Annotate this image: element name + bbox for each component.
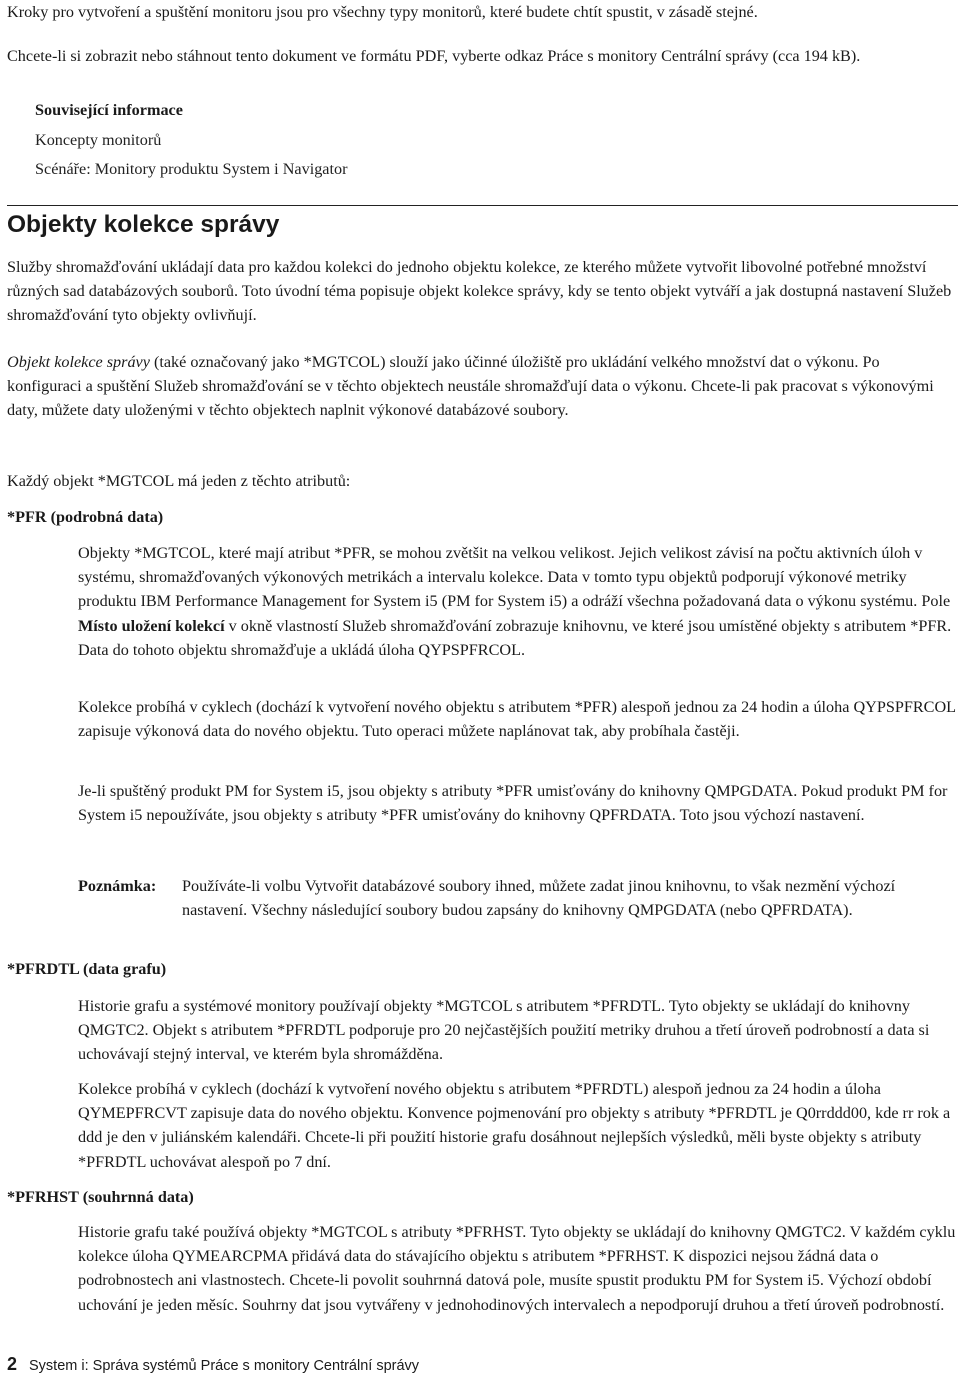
related-link-monitor-concepts[interactable]: Koncepty monitorů bbox=[35, 131, 162, 149]
section-paragraph-2 bbox=[7, 350, 955, 423]
attributes-intro: Každý objekt *MGTCOL má jeden z těchto atributů: bbox=[7, 472, 351, 490]
page-number: 2 bbox=[7, 1354, 18, 1374]
section-title: Objekty kolekce správy bbox=[7, 211, 280, 238]
section-paragraph-1: Služby shromažďování ukládají data pro každou kolekci do jednoho objektu kolekce, ze kterého můžete vytvořit libovolné potřebné množství různých sad databázových souborů. Toto úvodní téma popisuje objekt kolekce správy, kdy se tento objekt vytváří a jak dostupná nastavení Služeb shromažďování tyto objekty ovlivňují. bbox=[7, 258, 952, 325]
pfrdtl-description-1: Historie grafu a systémové monitory používají objekty *MGTCOL s atributem *PFRDTL. Tyto objekty se ukládají do knihovny QMGTC2. Objekt s atributem *PFRDTL podporuje pro 20 nejčastějších použití metriky druhou a třetí úroveň podrobností a data si uchovávají stejný interval, ve kterém byla shromážděna. bbox=[78, 997, 930, 1064]
term-pfrdtl: *PFRDTL (data grafu) bbox=[7, 960, 167, 978]
pfr-description-3: Je-li spuštěný produkt PM for System i5, jsou objekty s atributy *PFR umisťovány do knihovny QMPGDATA. Pokud produkt PM for System i5 nepoužíváte, jsou objekty s atributy *PFR umisťovány do knihovny QPFRDATA. Toto jsou výchozí nastavení. bbox=[78, 782, 948, 825]
pfrdtl-description-2: Kolekce probíhá v cyklech (dochází k vytvoření nového objektu s atributem *PFRDTL) alespoň jednou za 24 hodin a úloha QYMEPFRCVT zapisuje data do nového objektu. Konvence pojmenování pro objekty s atributy *PFRDTL je Q0rrddd00, kde rr rok a ddd je den v juliánském kalendáři. Chcete-li při použití historie grafu dosáhnout nejlepších výsledků, měli byste objekty s atributy *PFRDTL uchovávat alespoň po 7 dní. bbox=[78, 1080, 951, 1171]
term-pfr: *PFR (podrobná data) bbox=[7, 508, 164, 526]
note-text: Používáte-li volbu Vytvořit databázové soubory ihned, můžete zadat jinou knihovnu, to však nezmění výchozí nastavení. Všechny následující soubory budou zapsány do knihovny QMPGDATA (nebo QPFRDATA). bbox=[182, 877, 896, 920]
page-footer bbox=[7, 1354, 419, 1376]
intro-paragraph-2: Chcete-li si zobrazit nebo stáhnout tento dokument ve formátu PDF, vyberte odkaz Práce s monitory Centrální správy (cca 194 kB). bbox=[7, 47, 861, 65]
collection-location-field-name: Místo uložení kolekcí bbox=[78, 616, 225, 635]
section-paragraph-2-text: (také označovaný jako *MGTCOL) slouží jako účinné úložiště pro ukládání velkého množství dat o výkonu. Po konfiguraci a spuštění Služeb shromažďování se v těchto objektech neustále shromažďují data o výkonu. Chcete-li pak pracovat s výkonovými daty, můžete daty uloženými v těchto objektech naplnit výkonové databázové soubory. bbox=[7, 353, 934, 420]
term-emphasis: Objekt kolekce správy bbox=[7, 353, 150, 371]
pfr-desc-part-a: Objekty *MGTCOL, které mají atribut *PFR, se mohou zvětšit na velkou velikost. Jejich velikost závisí na počtu aktivních úloh v systému, shromažďovaných výkonových metrikách a intervalu kolekce. Data v tomto typu objektů podporují výkonové metriky produktu IBM Performance Management for System i5 (PM for System i5) a odráží všechna požadovaná data o výkonu systému. Pole bbox=[78, 544, 951, 611]
pfr-description-1 bbox=[78, 541, 956, 662]
pfrhst-description-1: Historie grafu také používá objekty *MGTCOL s atributy *PFRHST. Tyto objekty se ukládají do knihovny QMGTC2. V každém cyklu kolekce úloha QYMEARCPMA přidává data do stávajícího objektu s atributem *PFRHST. K dispozici nejsou žádná data o podrobnostech ani vlastnostech. Chcete-li povolit souhrnná datová pole, musíte spustit produktu PM for System i5. Výchozí období uchování je jeden měsíc. Souhrny dat jsou vytvářeny v jednohodinových intervalech a nepodporují druhou a třetí úroveň podrobností. bbox=[78, 1223, 956, 1314]
footer-text: System i: Správa systémů Práce s monitory Centrální správy bbox=[29, 1358, 420, 1374]
related-info-heading: Související informace bbox=[35, 101, 183, 119]
section-divider bbox=[7, 205, 958, 206]
intro-paragraph-1: Kroky pro vytvoření a spuštění monitoru jsou pro všechny typy monitorů, které budete chtít spustit, v zásadě stejné. bbox=[7, 3, 758, 21]
term-pfrhst: *PFRHST (souhrnná data) bbox=[7, 1188, 194, 1206]
pfr-description-2: Kolekce probíhá v cyklech (dochází k vytvoření nového objektu s atributem *PFR) alespoň jednou za 24 hodin a úloha QYPSPFRCOL zapisuje výkonová data do nového objektu. Tuto operaci můžete naplánovat tak, aby probíhala častěji. bbox=[78, 698, 956, 741]
pfr-desc-part-c: v okně vlastností Služeb shromažďování zobrazuje knihovnu, ve které jsou umístěné objekty s atributem *PFR. Data do tohoto objektu shromažďuje a ukládá úloha QYPSPFRCOL. bbox=[78, 616, 952, 659]
note-label: Poznámka: bbox=[78, 877, 157, 895]
related-link-navigator-scenarios[interactable]: Scénáře: Monitory produktu System i Navigator bbox=[35, 160, 348, 178]
